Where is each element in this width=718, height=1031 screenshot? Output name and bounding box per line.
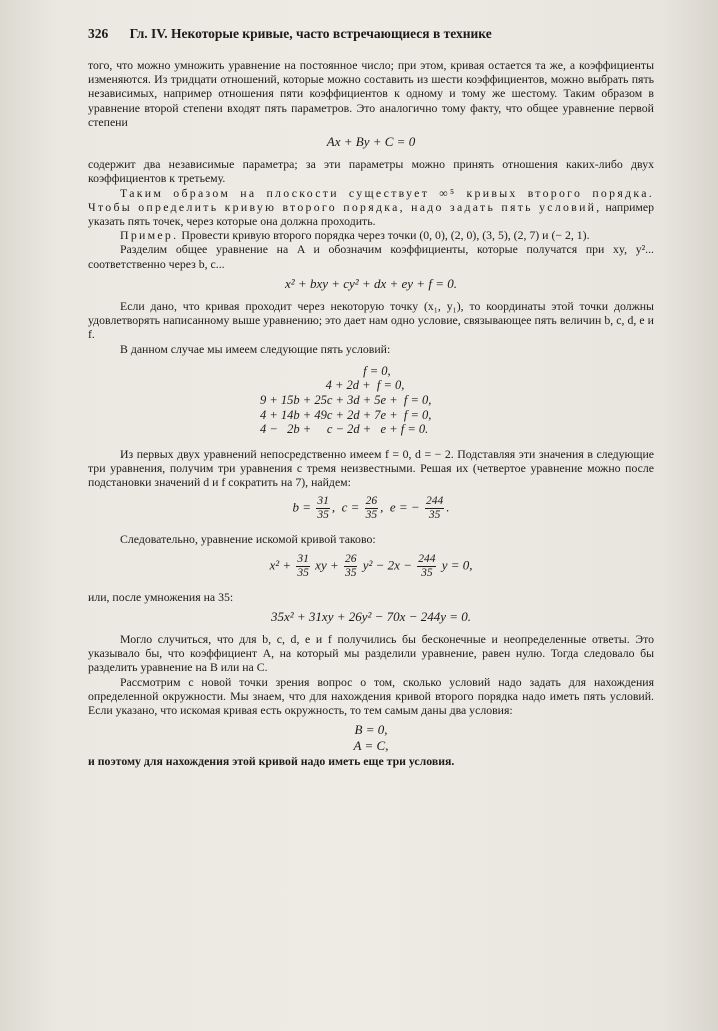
numerator: 26: [344, 552, 357, 565]
system-line: 9 + 15b + 25c + 3d + 5e + f = 0,: [260, 393, 432, 408]
b-label: b =: [292, 499, 312, 515]
paragraph-1: того, что можно умножить уравнение на постоянное число; при этом, кривая остается та же, а коэффициенты изменяются. Из тридцати отношений, которые можно составить из шести коэффициентов, можно выбрать пять независимых, например отношения пяти коэффициентов к одному и тому же шестому. Таким образом в уравнение второй степени входят пять параметров. Это аналогично тому факту, что общее уравнение первой степени: [88, 58, 654, 129]
paragraph-4: Разделим общее уравнение на A и обозначим коэффициенты, которые получатся при xy, y²... соответственно через b, c...: [88, 242, 654, 271]
paragraph-11: Рассмотрим с новой точки зрения вопрос о том, сколько условий надо задать для нахождения определенной окружности. Мы знаем, что для нахождения кривой второго порядка надо иметь пять условий. Если указано, что искомая кривая есть окружность, то тем самым даны два условия:: [88, 674, 654, 718]
paragraph-5: Если дано, что кривая проходит через некоторую точку (x₁, y₁), то координаты этой точки должны удовлетворять написанному выше уравнению; это дает нам одно условие, связывающее пять величин b, c, d, e и f.: [88, 299, 654, 342]
paragraph-12: и поэтому для нахождения этой кривой надо иметь еще три условия.: [88, 753, 455, 768]
denominator: 35: [317, 509, 329, 522]
solution-values: b = $\frac{31}{35}$ , c = $\frac{26}{35}$ , e = − $\frac{244}{35}$ .: [292, 495, 450, 522]
fraction: [344, 553, 358, 580]
circle-condition-2: A = C,: [353, 738, 389, 754]
paragraph-3: [88, 186, 654, 229]
curve-eq-part: xy +: [315, 557, 339, 573]
numerator: 31: [297, 552, 309, 565]
fraction: [417, 553, 436, 580]
system-line: 4 + 2d + f = 0,: [260, 378, 405, 393]
denominator: 35: [365, 509, 378, 522]
denominator: 35: [428, 509, 441, 522]
denominator: 35: [421, 566, 433, 579]
b-fraction: [316, 495, 330, 522]
numerator: 31: [317, 495, 329, 508]
paragraph-6: В данном случае мы имеем следующие пять условий:: [120, 341, 391, 356]
paragraph-3-rest: например указать пять точек, через которые она должна проходить.: [88, 199, 655, 229]
paragraph-2: содержит два независимые параметра; за эти параметры можно принять отношения каких-либо двух коэффициентов к третьему.: [88, 157, 654, 186]
example-text: Провести кривую второго порядка через точки (0, 0), (2, 0), (3, 5), (2, 7) и (− 2, 1).: [178, 228, 590, 243]
running-header: [88, 26, 648, 42]
numerator: 244: [425, 495, 444, 508]
curve-eq-part: y² − 2x −: [362, 557, 412, 573]
curve-eq-part: x² +: [269, 557, 292, 573]
denominator: 35: [297, 566, 309, 579]
c-fraction: [365, 495, 379, 522]
c-label: c =: [341, 499, 360, 515]
numerator: 244: [418, 552, 436, 565]
example-paragraph: [88, 228, 654, 242]
paragraph-7: Из первых двух уравнений непосредственно имеем f = 0, d = − 2. Подставляя эти значения в следующие три уравнения, получим три уравнения с тремя неизвестными. Решая их (четвертое уравнение можно после подстановки значений d и f сократить на 7), найдем:: [88, 446, 654, 490]
system-line: f = 0,: [260, 363, 391, 378]
running-title: Гл. IV. Некоторые кривые, часто встречающиеся в технике: [129, 26, 492, 41]
equation-general: x² + bxy + cy² + dx + ey + f = 0.: [285, 275, 457, 291]
circle-condition-1: B = 0,: [354, 722, 388, 738]
example-label: Пример.: [120, 228, 179, 243]
paragraph-10: Могло случиться, что для b, c, d, e и f получились бы бесконечные и неопределенные ответы. Это указывало бы, что коэффициент A, на который мы разделили уравнение, равен нулю. Тогда следовало бы разделить уравнение на B или на C.: [88, 632, 654, 675]
equation-final: 35x² + 31xy + 26y² − 70x − 244y = 0.: [270, 608, 472, 624]
system-line: 4 + 14b + 49c + 2d + 7e + f = 0,: [260, 407, 432, 422]
page-number: 326: [88, 26, 109, 41]
curve-eq-part: y = 0,: [441, 557, 473, 573]
paragraph-9: или, после умножения на 35:: [88, 589, 234, 604]
spaced-statement: Таким образом на плоскости существует ∞⁵ кривых второго порядка. Чтобы определить кривую второго порядка, надо задать пять условий,: [88, 185, 654, 214]
equation-system: [260, 364, 654, 437]
numerator: 26: [365, 495, 378, 508]
page-body: [88, 58, 654, 768]
curve-equation: [88, 553, 654, 580]
system-line: 4 − 2b + c − 2d + e + f = 0.: [260, 422, 429, 437]
fraction: [296, 553, 310, 580]
paragraph-8: Следовательно, уравнение искомой кривой таково:: [120, 532, 376, 547]
e-label: e = −: [389, 499, 420, 515]
e-fraction: [425, 495, 444, 522]
denominator: 35: [344, 566, 357, 579]
equation-first-degree: Ax + By + C = 0: [326, 134, 416, 150]
